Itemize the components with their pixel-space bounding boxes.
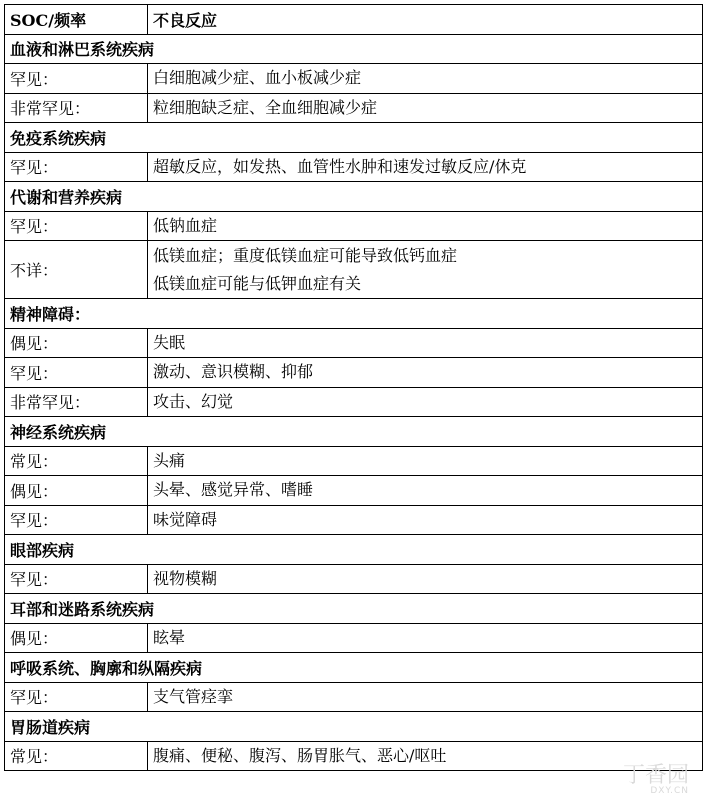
- reaction-cell: [148, 623, 703, 653]
- frequency-cell: 偶见：: [5, 328, 148, 358]
- soc-row: [5, 299, 703, 329]
- frequency-cell: 罕见：: [5, 358, 148, 388]
- table-body: [5, 5, 703, 771]
- reaction-text: 支气管痉挛: [153, 686, 234, 706]
- reaction-row: [5, 328, 703, 358]
- reaction-cell: [148, 741, 703, 771]
- reaction-text: 攻击、幻觉: [153, 391, 234, 411]
- soc-category: 耳部和迷路系统疾病: [5, 594, 703, 624]
- soc-category: 神经系统疾病: [5, 417, 703, 447]
- frequency-cell: 非常罕见：: [5, 387, 148, 417]
- watermark-sub: DXY.CN: [650, 786, 689, 796]
- reaction-cell: [148, 358, 703, 388]
- frequency-cell: 罕见：: [5, 682, 148, 712]
- soc-row: [5, 594, 703, 624]
- reaction-text: 低钠血症: [153, 215, 218, 235]
- reaction-cell: [148, 211, 703, 241]
- frequency-cell: 罕见：: [5, 564, 148, 594]
- soc-category: 眼部疾病: [5, 535, 703, 565]
- reaction-text: 白细胞减少症、血小板减少症: [153, 68, 362, 88]
- reaction-cell: [148, 387, 703, 417]
- frequency-cell: 偶见：: [5, 623, 148, 653]
- reaction-cell: [148, 241, 703, 299]
- frequency-cell: 罕见：: [5, 64, 148, 94]
- frequency-cell: 罕见：: [5, 211, 148, 241]
- reaction-text: 超敏反应，如发热、血管性水肿和速发过敏反应/休克: [153, 156, 527, 176]
- soc-category: 血液和淋巴系统疾病: [5, 34, 703, 64]
- reaction-cell: [148, 93, 703, 123]
- reaction-cell: [148, 446, 703, 476]
- reaction-row: [5, 682, 703, 712]
- reaction-cell: [148, 476, 703, 506]
- reaction-row: [5, 241, 703, 299]
- frequency-cell: 非常罕见：: [5, 93, 148, 123]
- soc-row: [5, 34, 703, 64]
- reaction-row: [5, 93, 703, 123]
- reaction-cell: [148, 505, 703, 535]
- soc-row: [5, 417, 703, 447]
- soc-row: [5, 653, 703, 683]
- reaction-text: 激动、意识模糊、抑郁: [153, 362, 314, 382]
- reaction-row: [5, 387, 703, 417]
- frequency-cell: 偶见：: [5, 476, 148, 506]
- soc-category: 代谢和营养疾病: [5, 182, 703, 212]
- reaction-row: [5, 741, 703, 771]
- reaction-row: [5, 64, 703, 94]
- watermark-logo: [623, 765, 689, 796]
- reaction-text: 腹痛、便秘、腹泻、肠胃胀气、恶心/呕吐: [153, 745, 447, 765]
- soc-row: [5, 123, 703, 153]
- soc-category: 精神障碍：: [5, 299, 703, 329]
- frequency-cell: 常见：: [5, 446, 148, 476]
- reaction-text: 失眠: [153, 332, 186, 352]
- reaction-row: [5, 623, 703, 653]
- soc-row: [5, 712, 703, 742]
- header-row: [5, 5, 703, 35]
- reaction-cell: [148, 64, 703, 94]
- frequency-cell: 常见：: [5, 741, 148, 771]
- soc-category: 胃肠道疾病: [5, 712, 703, 742]
- soc-row: [5, 182, 703, 212]
- reaction-text: 眩晕: [153, 627, 186, 647]
- reaction-cell: [148, 682, 703, 712]
- reaction-text: 低镁血症可能与低钾血症有关: [153, 273, 362, 293]
- frequency-cell: 不详：: [5, 241, 148, 299]
- header-adverse-reactions: 不良反应: [148, 5, 703, 35]
- reaction-cell: [148, 328, 703, 358]
- reaction-text: 低镁血症；重度低镁血症可能导致低钙血症: [153, 245, 458, 265]
- reaction-row: [5, 358, 703, 388]
- frequency-cell: 罕见：: [5, 152, 148, 182]
- reaction-row: [5, 211, 703, 241]
- soc-category: 呼吸系统、胸廓和纵隔疾病: [5, 653, 703, 683]
- reaction-text: 头晕、感觉异常、嗜睡: [153, 480, 314, 500]
- watermark-main: 丁香园: [622, 763, 689, 788]
- reaction-row: [5, 505, 703, 535]
- frequency-cell: 罕见：: [5, 505, 148, 535]
- reaction-cell: [148, 564, 703, 594]
- reaction-row: [5, 476, 703, 506]
- reaction-row: [5, 564, 703, 594]
- reaction-row: [5, 446, 703, 476]
- soc-category: 免疫系统疾病: [5, 123, 703, 153]
- soc-row: [5, 535, 703, 565]
- reaction-row: [5, 152, 703, 182]
- reaction-text: 味觉障碍: [153, 509, 218, 529]
- reaction-text: 视物模糊: [153, 568, 218, 588]
- header-soc-frequency: SOC/频率: [5, 5, 148, 35]
- reaction-text: 粒细胞缺乏症、全血细胞减少症: [153, 97, 378, 117]
- reaction-text: 头痛: [153, 450, 186, 470]
- reaction-cell: [148, 152, 703, 182]
- adverse-reactions-table: [4, 4, 703, 771]
